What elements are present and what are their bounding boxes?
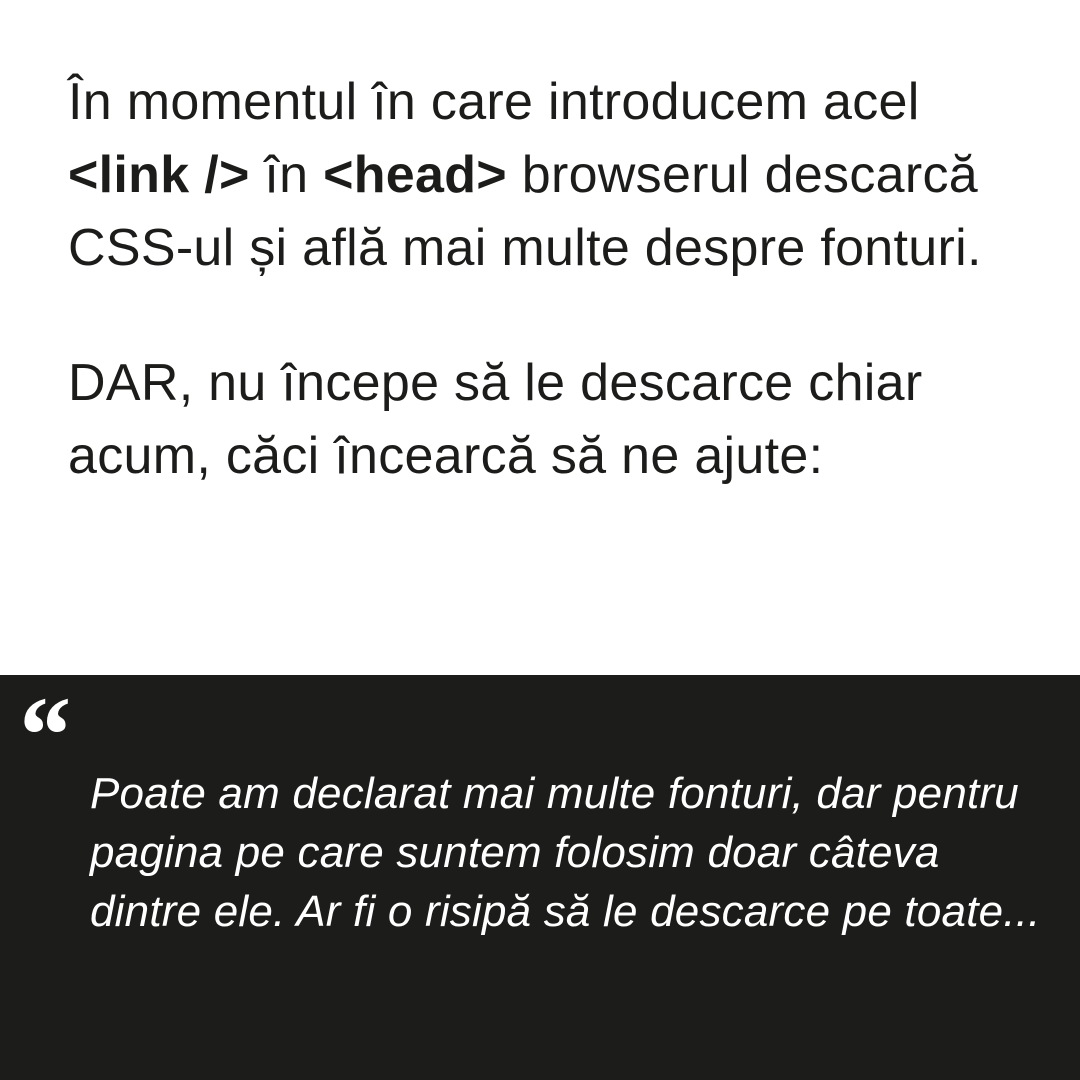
- paragraph-dar: DAR, nu începe să le descarce chiar acum, căci încearcă să ne ajute:: [68, 354, 923, 485]
- quote-mark-icon: “: [14, 674, 69, 796]
- paragraph-link-explanation: [68, 66, 1028, 285]
- paragraph-text-part: În momentul în care introducem acel: [68, 73, 920, 131]
- head-tag-code: <head>: [323, 146, 507, 204]
- quote-text: Poate am declarat mai multe fonturi, dar pentru pagina pe care suntem folosim doar câteva dintre ele. Ar fi o risipă să le descarce pe toate...: [90, 769, 1041, 936]
- paragraph-text-part: browserul descarcă CSS-ul și află mai multe despre fonturi.: [68, 146, 982, 277]
- link-tag-code: <link />: [68, 146, 250, 204]
- paragraph-text-part: în: [249, 146, 324, 204]
- intro-text-block: [68, 66, 1028, 493]
